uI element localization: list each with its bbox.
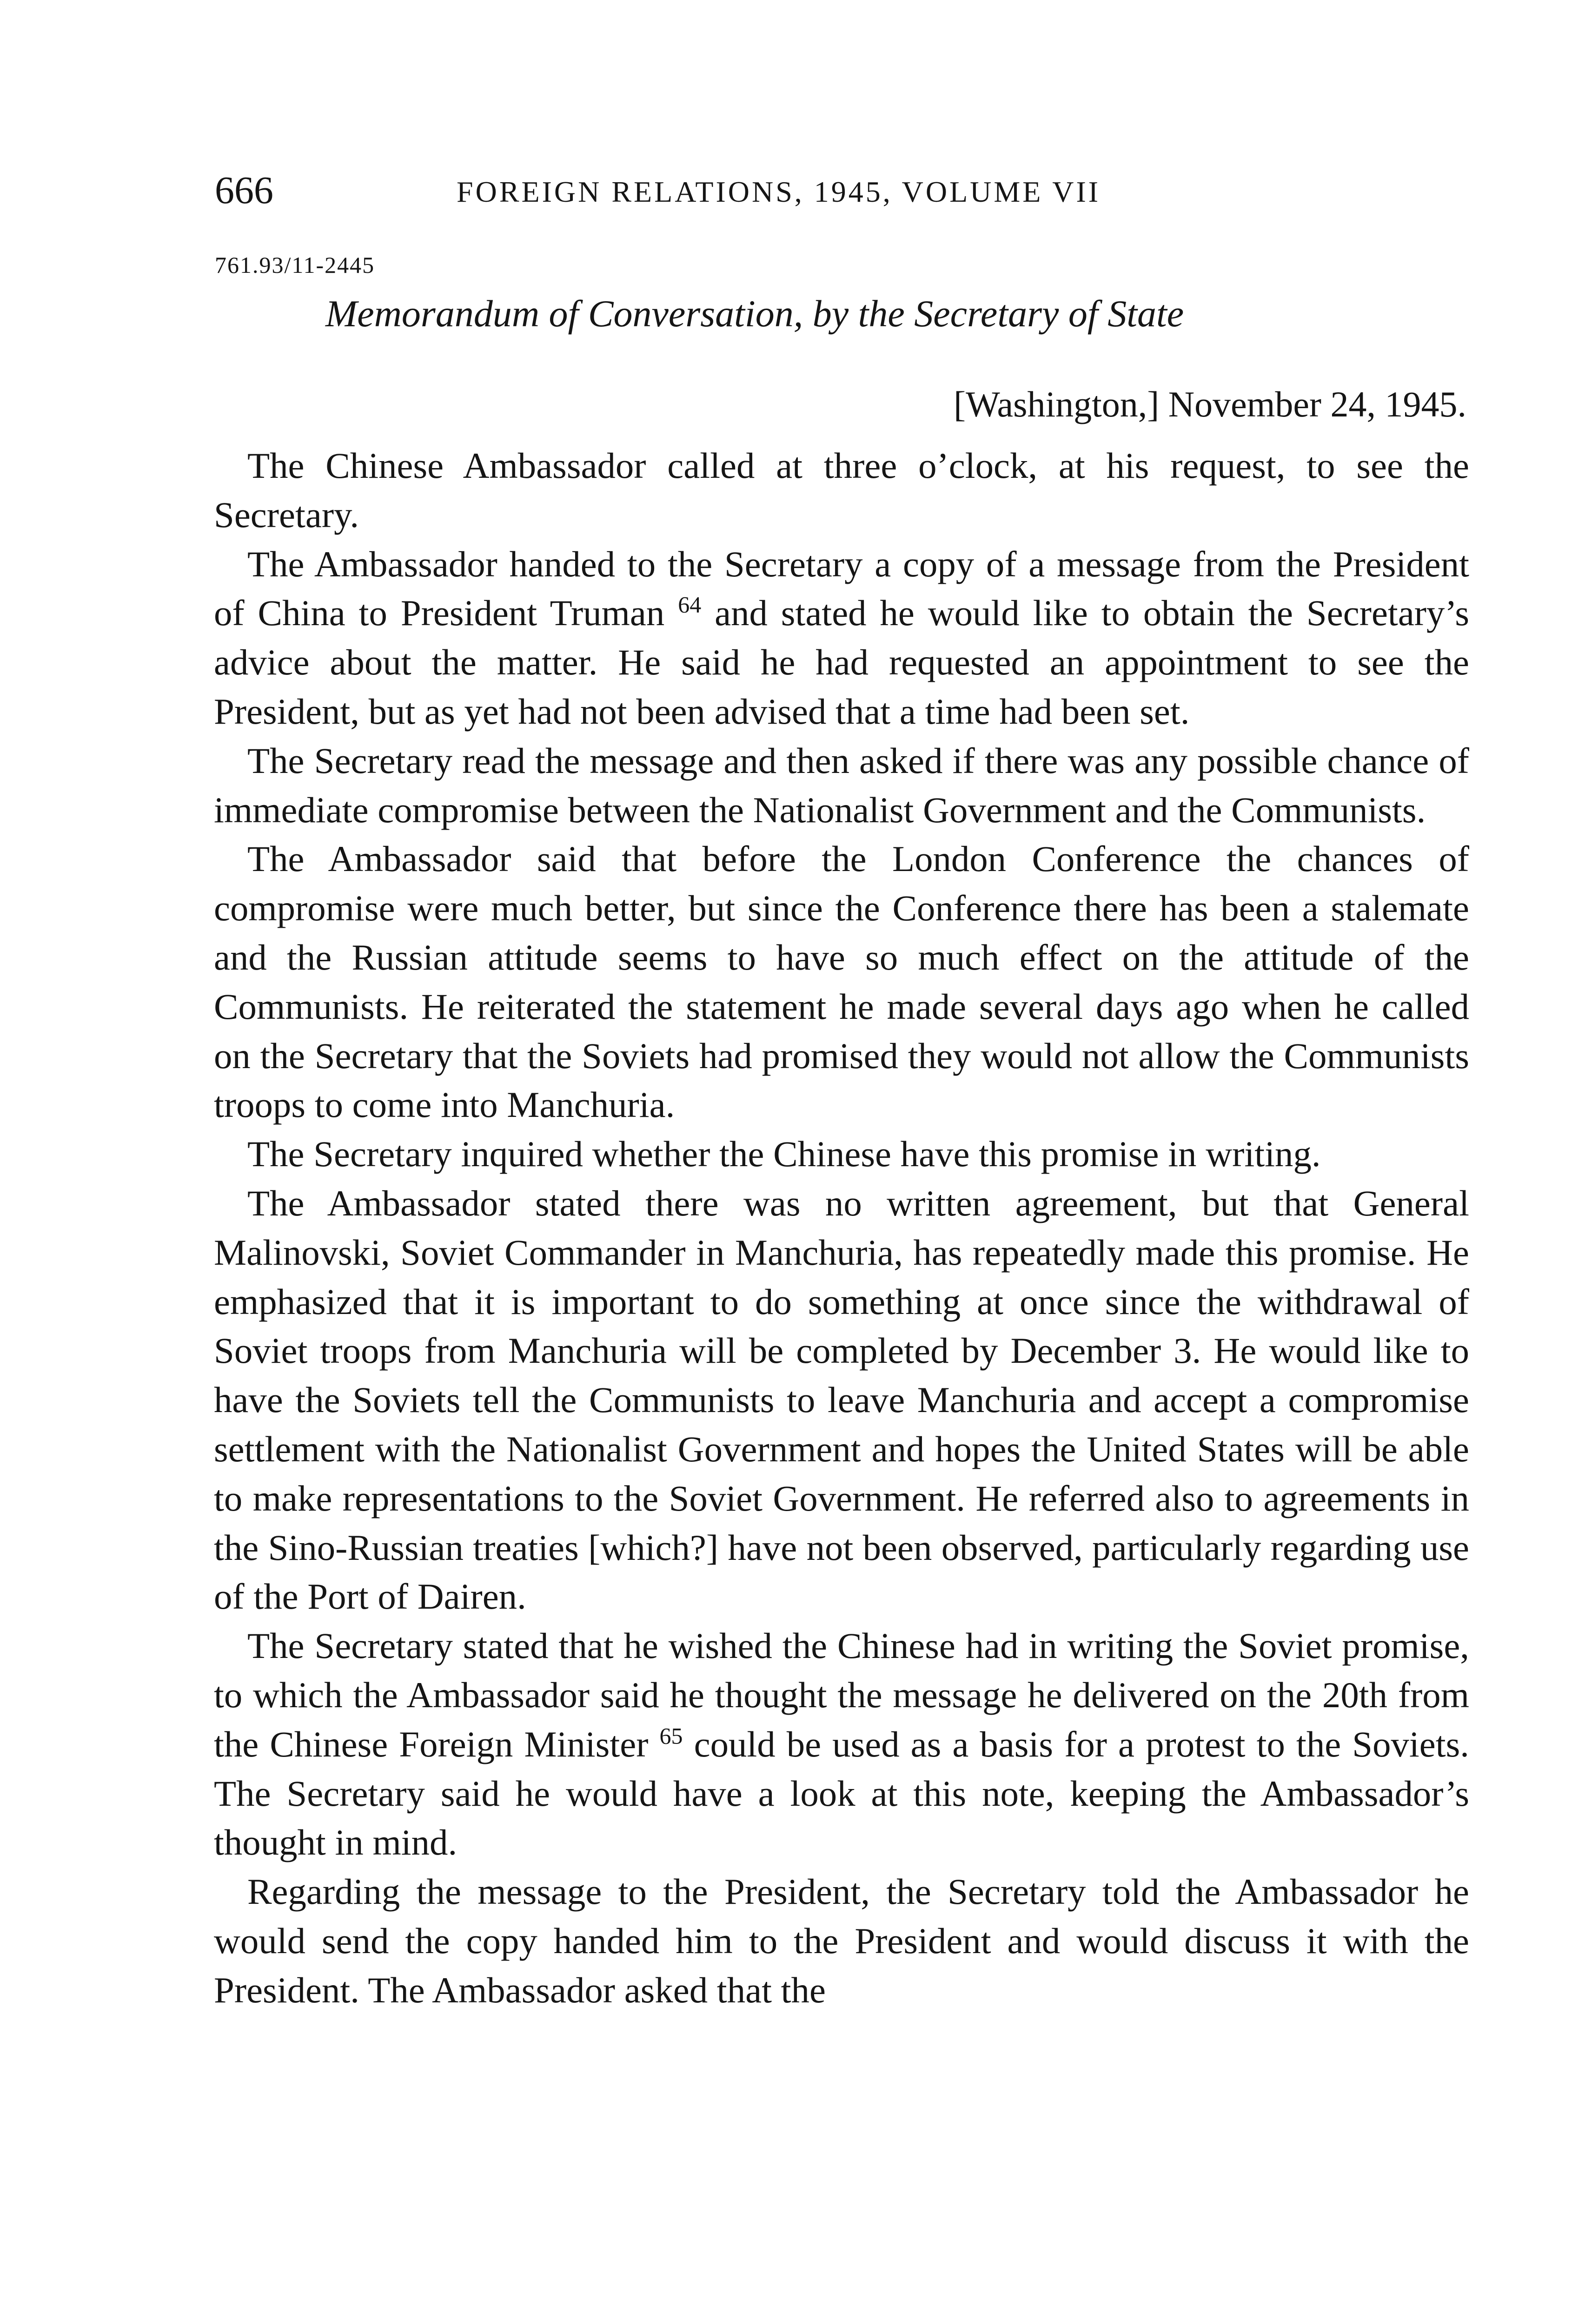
paragraph: The Secretary read the message and then asked if there was any possible chance of immediate compromise between the Nationalist Government and the Communists.: [214, 740, 1469, 831]
page-number: 666: [215, 169, 273, 212]
memorandum-body: [214, 442, 1469, 2015]
document-title: Memorandum of Conversation, by the Secretary of State: [325, 292, 1184, 335]
running-head: FOREIGN RELATIONS, 1945, VOLUME VII: [457, 175, 1101, 208]
footnote-reference[interactable]: 64: [678, 592, 702, 618]
paragraph: The Chinese Ambassador called at three o’clock, at his request, to see the Secretary.: [214, 446, 1469, 535]
paragraph: Regarding the message to the President, the Secretary told the Ambassador he would send the copy handed him to the President and would discuss it with the President. The Ambassador asked that the: [214, 1872, 1469, 2011]
paragraph: The Ambassador said that before the London Conference the chances of compromise were much better, but since the Conference there has been a stalemate and the Russian attitude seems to have so much effect on the attitude of the Communists. He reiterated the statement he made several days ago when he called on the Secretary that the Soviets had promised they would not allow the Communists troops to come into Manchuria.: [214, 839, 1469, 1126]
page-header: [215, 167, 1470, 223]
paragraph: The Secretary inquired whether the Chinese have this promise in writing.: [247, 1134, 1321, 1175]
footnote-reference[interactable]: 65: [659, 1723, 683, 1749]
file-number: 761.93/11-2445: [215, 252, 375, 278]
dateline: [Washington,] November 24, 1945.: [954, 384, 1466, 424]
paragraph: The Ambassador handed to the Secretary a copy of a message from the President of China to President Truman $^{64}$ and stated he would like to obtain the Secretary’s advice about the matter. He said he had requested an appointment to see the President, but as yet had not been advised that a time had been set.: [214, 544, 1469, 732]
paragraph: The Ambassador stated there was no written agreement, but that General Malinovski, Soviet Commander in Manchuria, has repeatedly made this promise. He emphasized that it is important to do something at once since the withdrawal of Soviet troops from Manchuria will be completed by December 3. He would like to have the Soviets tell the Communists to leave Manchuria and accept a compromise settlement with the Nationalist Government and hopes the United States will be able to make representations to the Soviet Government. He referred also to agreements in the Sino-Russian treaties [which?] have not been observed, particularly regarding use of the Port of Dairen.: [214, 1183, 1469, 1618]
paragraph: The Secretary stated that he wished the Chinese had in writing the Soviet promise, to which the Ambassador said he thought the message he delivered on the 20th from the Chinese Foreign Minister $^{65}$ could be used as a basis for a protest to the Soviets. The Secretary said he would have a look at this note, keeping the Ambassador’s thought in mind.: [214, 1626, 1470, 1863]
